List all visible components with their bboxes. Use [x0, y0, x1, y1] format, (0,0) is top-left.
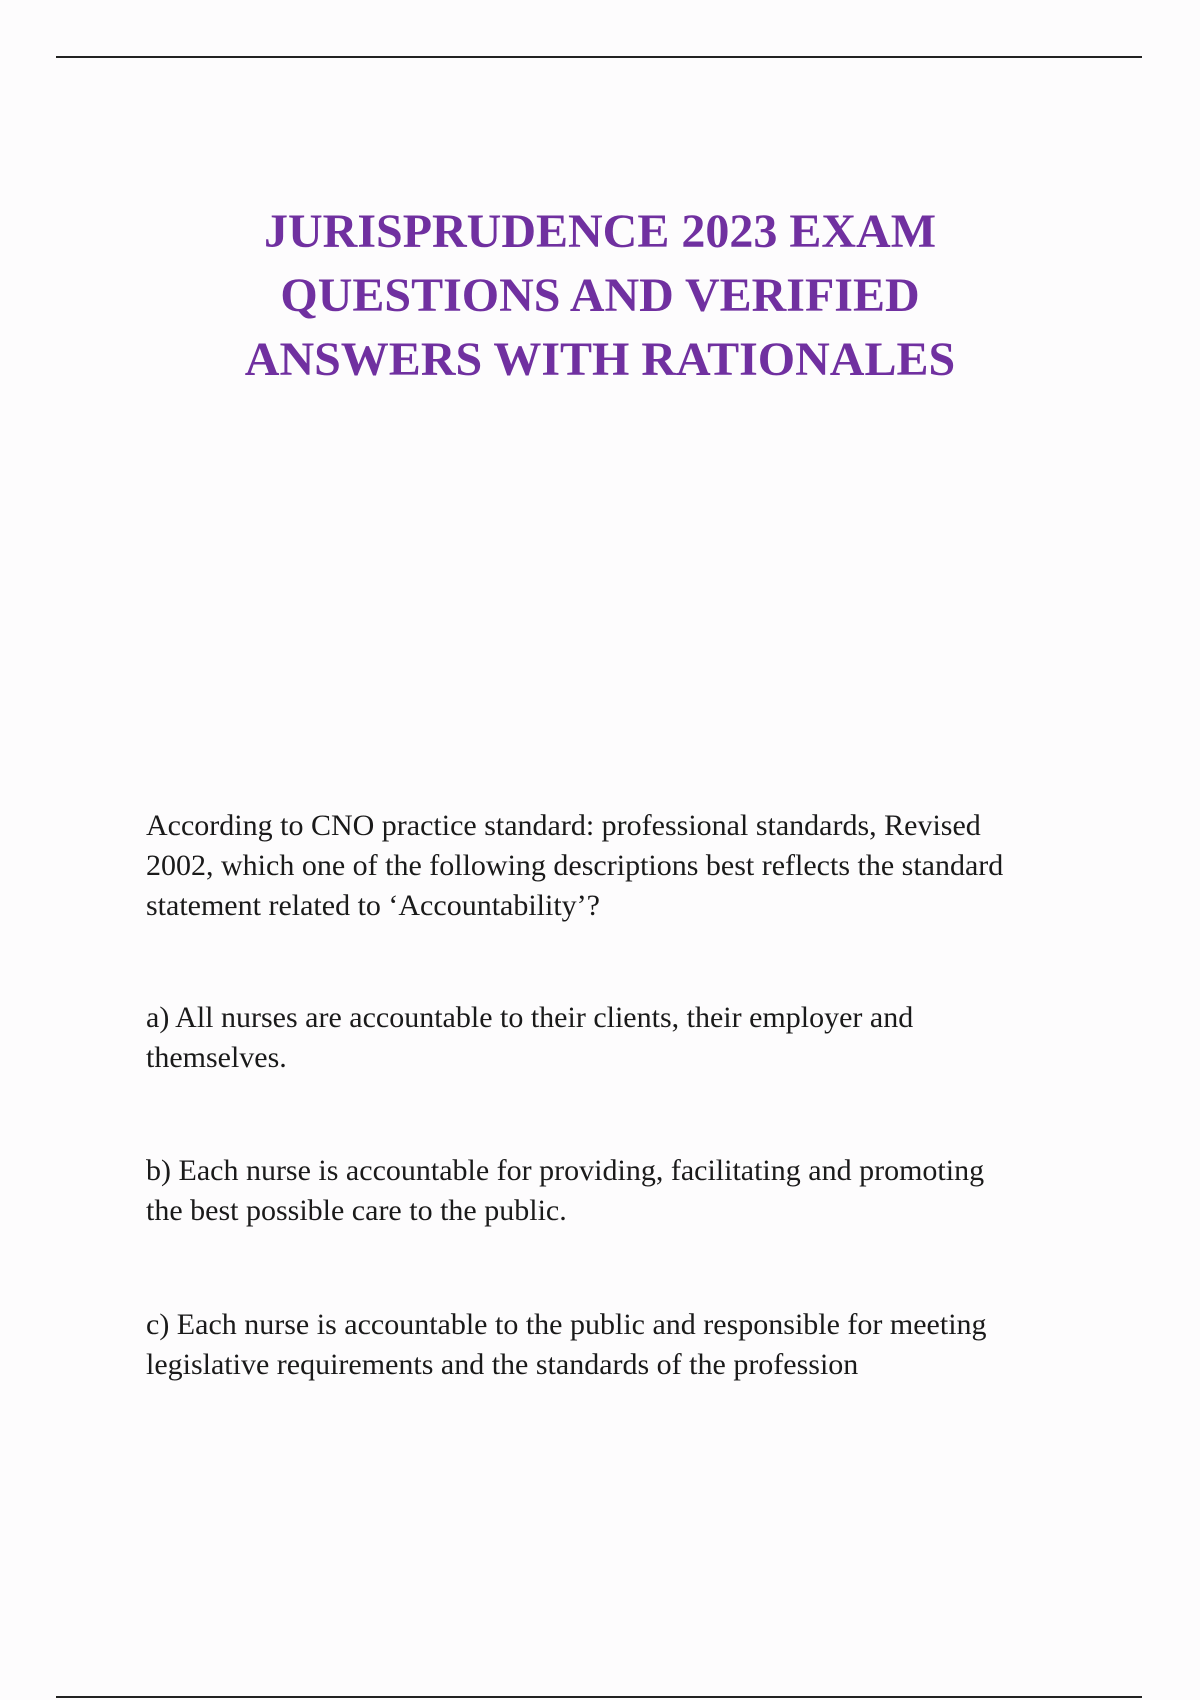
option-line: legislative requirements and the standards of the profession	[146, 1348, 859, 1381]
answer-option-b	[146, 1151, 1106, 1231]
top-rule	[56, 56, 1142, 58]
option-line: b) Each nurse is accountable for providing, facilitating and promoting	[146, 1154, 985, 1187]
question-line: 2002, which one of the following descriptions best reflects the standard	[146, 849, 1004, 882]
bottom-rule	[56, 1696, 1142, 1698]
option-line: a) All nurses are accountable to their clients, their employer and	[146, 1001, 914, 1034]
option-line: themselves.	[146, 1041, 287, 1074]
document-title	[100, 200, 1100, 392]
title-line: JURISPRUDENCE 2023 EXAM	[263, 205, 937, 258]
question-text	[146, 806, 1106, 926]
answer-option-c	[146, 1305, 1106, 1385]
option-line: c) Each nurse is accountable to the public and responsible for meeting	[146, 1308, 987, 1341]
question-line: According to CNO practice standard: professional standards, Revised	[146, 809, 981, 842]
title-line: ANSWERS WITH RATIONALES	[244, 333, 956, 386]
option-line: the best possible care to the public.	[146, 1194, 567, 1227]
question-line: statement related to ‘Accountability’?	[146, 889, 600, 922]
answer-option-a	[146, 998, 1106, 1078]
title-line: QUESTIONS AND VERIFIED	[280, 269, 920, 322]
